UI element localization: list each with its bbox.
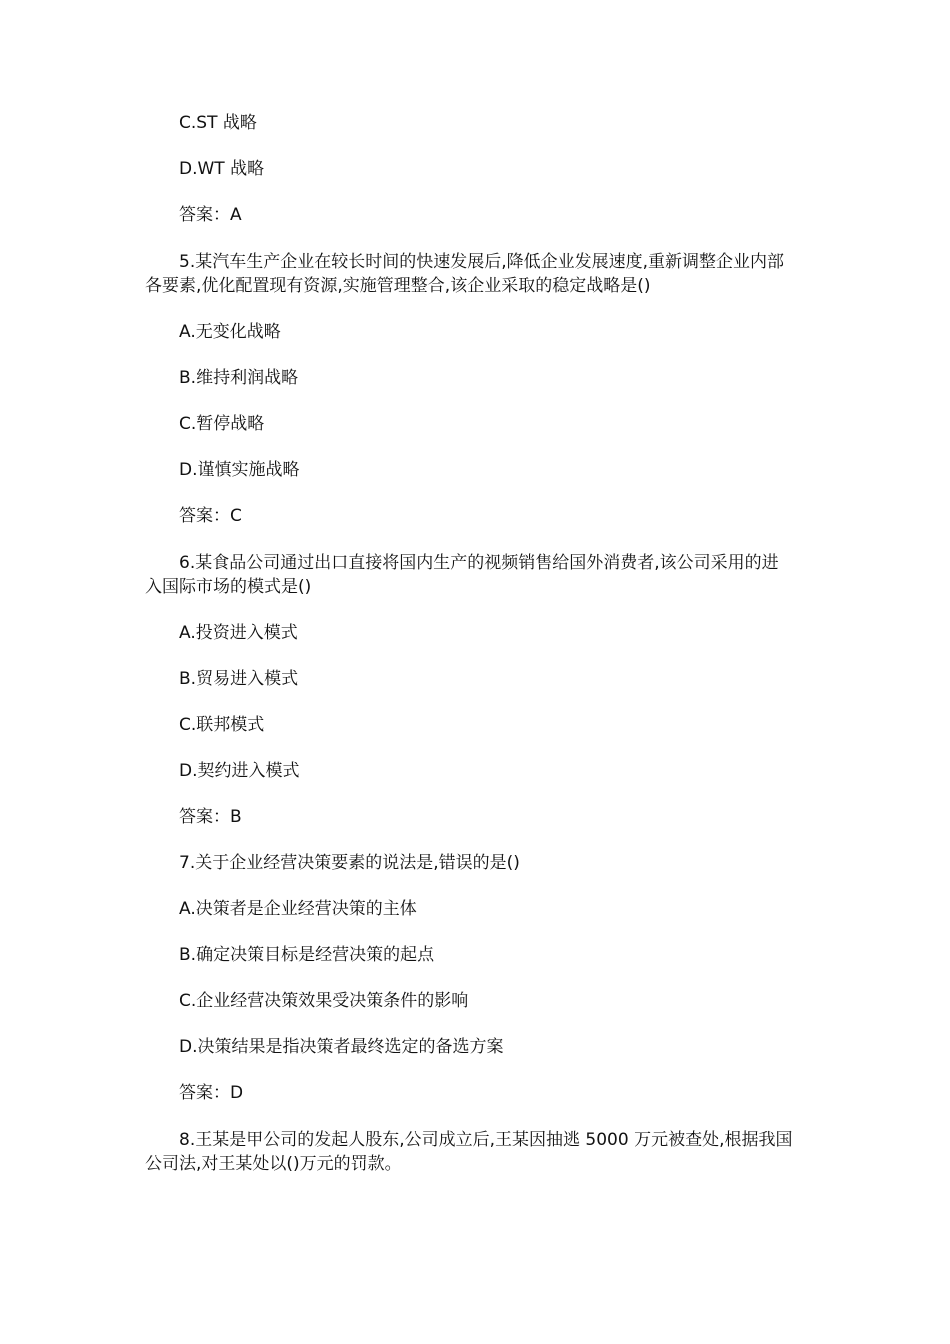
question-5-line-1: 5.某汽车生产企业在较长时间的快速发展后,降低企业发展速度,重新调整企业内部 [179, 252, 785, 272]
answer-4: 答案：A [179, 205, 242, 225]
document-page [145, 112, 810, 1199]
q6-option-c: C.联邦模式 [179, 715, 265, 735]
question-5 [145, 250, 810, 298]
question-6 [145, 551, 810, 599]
q7-option-d: D.决策结果是指决策者最终选定的备选方案 [179, 1037, 504, 1057]
option-c-st: C.ST 战略 [179, 113, 257, 133]
q5-option-b: B.维持利润战略 [179, 368, 299, 388]
question-8 [145, 1128, 810, 1176]
q5-option-d: D.谨慎实施战略 [179, 460, 300, 480]
question-8-line-1: 8.王某是甲公司的发起人股东,公司成立后,王某因抽逃 5000 万元被查处,根据我国 [179, 1130, 793, 1150]
question-6-line-1: 6.某食品公司通过出口直接将国内生产的视频销售给国外消费者,该公司采用的进 [179, 553, 779, 573]
question-5-line-2: 各要素,优化配置现有资源,实施管理整合,该企业采取的稳定战略是() [145, 276, 651, 296]
q6-option-b: B.贸易进入模式 [179, 669, 299, 689]
q7-option-a: A.决策者是企业经营决策的主体 [179, 899, 417, 919]
answer-7: 答案：D [179, 1083, 244, 1103]
q6-option-d: D.契约进入模式 [179, 761, 300, 781]
q6-option-a: A.投资进入模式 [179, 623, 298, 643]
q7-option-b: B.确定决策目标是经营决策的起点 [179, 945, 435, 965]
q7-option-c: C.企业经营决策效果受决策条件的影响 [179, 991, 469, 1011]
question-7: 7.关于企业经营决策要素的说法是,错误的是() [179, 853, 520, 873]
answer-6: 答案：B [179, 807, 242, 827]
question-6-line-2: 入国际市场的模式是() [145, 577, 312, 597]
question-8-line-2: 公司法,对王某处以()万元的罚款。 [145, 1154, 402, 1174]
option-d-wt: D.WT 战略 [179, 159, 265, 179]
q5-option-a: A.无变化战略 [179, 322, 281, 342]
answer-5: 答案：C [179, 506, 242, 526]
q5-option-c: C.暂停战略 [179, 414, 265, 434]
